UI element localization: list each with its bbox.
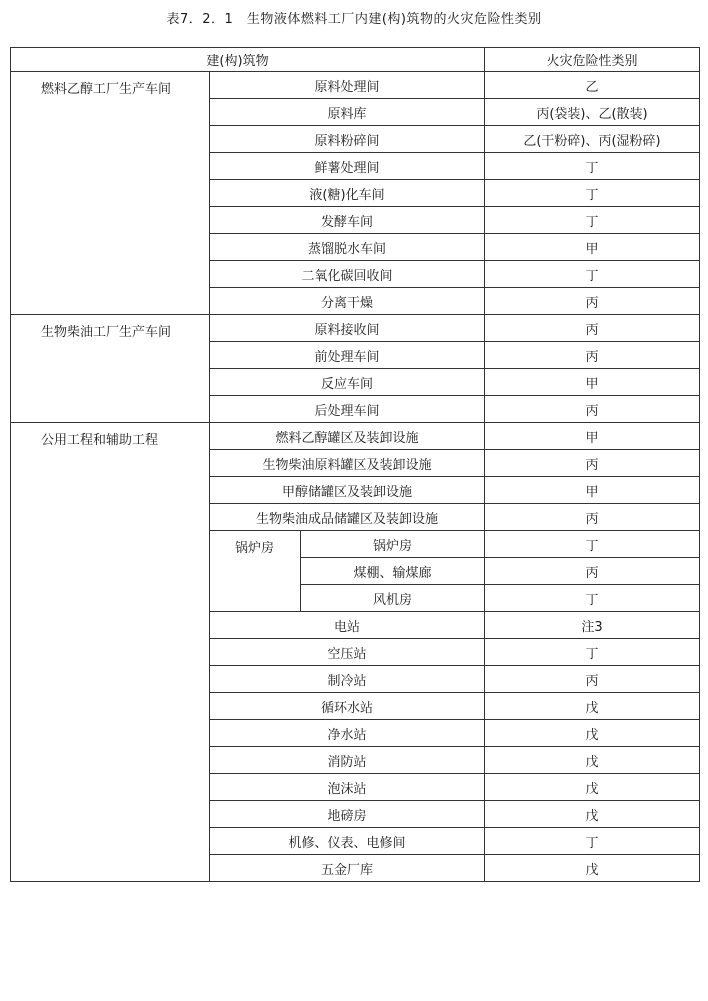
hazard-category: 戊 — [485, 693, 700, 720]
building-name: 燃料乙醇罐区及装卸设施 — [210, 423, 485, 450]
building-name: 空压站 — [210, 639, 485, 666]
building-name: 净水站 — [210, 720, 485, 747]
building-name: 原料粉碎间 — [210, 126, 485, 153]
hazard-category: 丁 — [485, 828, 700, 855]
hazard-category: 丁 — [485, 261, 700, 288]
hazard-category: 戊 — [485, 720, 700, 747]
building-name: 后处理车间 — [210, 396, 485, 423]
building-name: 制冷站 — [210, 666, 485, 693]
hazard-category: 丙 — [485, 288, 700, 315]
hazard-category: 甲 — [485, 234, 700, 261]
building-name: 反应车间 — [210, 369, 485, 396]
hazard-category: 丁 — [485, 153, 700, 180]
group-name: 生物柴油工厂生产车间 — [11, 315, 210, 423]
hazard-category: 戊 — [485, 774, 700, 801]
building-name: 消防站 — [210, 747, 485, 774]
hazard-category: 注3 — [485, 612, 700, 639]
building-name: 煤棚、输煤廊 — [301, 558, 485, 585]
hazard-category: 丙 — [485, 396, 700, 423]
hazard-category: 戊 — [485, 801, 700, 828]
hazard-category: 甲 — [485, 423, 700, 450]
building-name: 生物柴油成品储罐区及装卸设施 — [210, 504, 485, 531]
hazard-category: 丁 — [485, 639, 700, 666]
table-title: 表7．2．1 生物液体燃料工厂内建(构)筑物的火灾危险性类别 — [166, 12, 542, 27]
building-name: 蒸馏脱水车间 — [210, 234, 485, 261]
header-building: 建(构)筑物 — [11, 48, 485, 72]
hazard-category: 丙 — [485, 666, 700, 693]
building-name: 原料接收间 — [210, 315, 485, 342]
building-name: 甲醇储罐区及装卸设施 — [210, 477, 485, 504]
hazard-category: 丁 — [485, 585, 700, 612]
building-name: 前处理车间 — [210, 342, 485, 369]
hazard-category: 丙 — [485, 558, 700, 585]
building-name: 发酵车间 — [210, 207, 485, 234]
building-name: 二氧化碳回收间 — [210, 261, 485, 288]
table-row — [11, 423, 700, 450]
header-category: 火灾危险性类别 — [485, 48, 700, 72]
hazard-category: 丁 — [485, 207, 700, 234]
table-header-row — [11, 48, 700, 72]
building-name: 地磅房 — [210, 801, 485, 828]
table-row — [11, 72, 700, 99]
hazard-category: 丙 — [485, 504, 700, 531]
building-name: 机修、仪表、电修间 — [210, 828, 485, 855]
group-name: 公用工程和辅助工程 — [11, 423, 210, 882]
hazard-category: 丙 — [485, 450, 700, 477]
hazard-category: 戊 — [485, 855, 700, 882]
building-name: 五金厂库 — [210, 855, 485, 882]
hazard-category: 乙 — [485, 72, 700, 99]
hazard-category: 戊 — [485, 747, 700, 774]
building-name: 液(糖)化车间 — [210, 180, 485, 207]
hazard-category: 甲 — [485, 477, 700, 504]
building-name: 鲜薯处理间 — [210, 153, 485, 180]
subgroup-name: 锅炉房 — [210, 531, 301, 612]
group-name: 燃料乙醇工厂生产车间 — [11, 72, 210, 315]
hazard-category: 丁 — [485, 180, 700, 207]
fire-hazard-table — [10, 47, 700, 882]
building-name: 分离干燥 — [210, 288, 485, 315]
hazard-category: 乙(干粉碎)、丙(湿粉碎) — [485, 126, 700, 153]
building-name: 风机房 — [301, 585, 485, 612]
building-name: 生物柴油原料罐区及装卸设施 — [210, 450, 485, 477]
building-name: 锅炉房 — [301, 531, 485, 558]
building-name: 电站 — [210, 612, 485, 639]
hazard-category: 丙 — [485, 342, 700, 369]
hazard-category: 丙 — [485, 315, 700, 342]
building-name: 原料处理间 — [210, 72, 485, 99]
hazard-category: 甲 — [485, 369, 700, 396]
building-name: 泡沫站 — [210, 774, 485, 801]
hazard-category: 丁 — [485, 531, 700, 558]
table-row — [11, 315, 700, 342]
building-name: 原料库 — [210, 99, 485, 126]
building-name: 循环水站 — [210, 693, 485, 720]
hazard-category: 丙(袋装)、乙(散装) — [485, 99, 700, 126]
